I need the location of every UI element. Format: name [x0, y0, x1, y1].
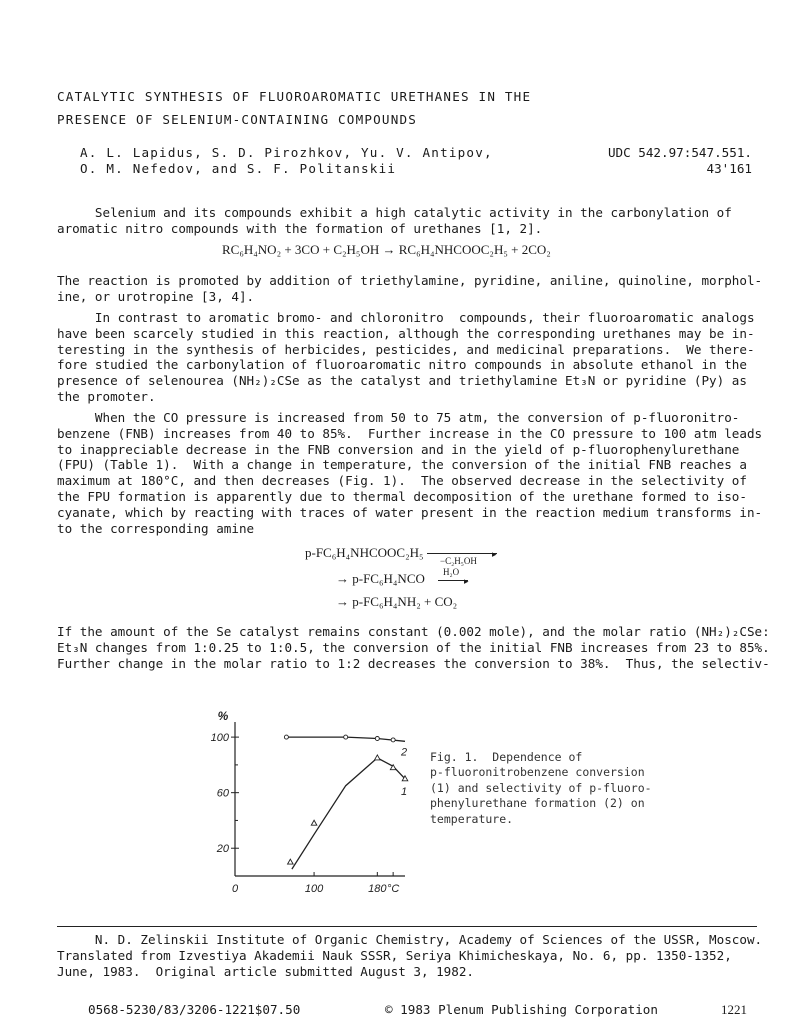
chart-markers: [284, 735, 407, 864]
paragraph-line: teresting in the synthesis of herbicides, pesticides, and medicinal preparations. We there-: [57, 341, 755, 357]
caption-line: Fig. 1. Dependence of: [430, 750, 583, 764]
paragraph-line: If the amount of the Se catalyst remains constant (0.002 mole), and the molar ratio (NH₂)₂CSe:: [57, 624, 770, 639]
series-1-point: [311, 820, 317, 825]
series-2-point: [391, 738, 395, 742]
scheme-arrow-1: [427, 553, 497, 554]
paragraph-line: aromatic nitro compounds with the formation of urethanes [1, 2].: [57, 220, 543, 236]
paragraph-line: to the corresponding amine: [57, 520, 255, 536]
series-1-point: [375, 755, 381, 760]
figure-1-caption: [430, 750, 652, 827]
footnote-rule: [57, 926, 757, 927]
series-1-point: [288, 859, 294, 864]
scheme-line-1: p-FC₆H₄NHCOOC₂H₅: [305, 545, 424, 560]
caption-line: (1) and selectivity of p-fluoro-: [430, 780, 652, 795]
reaction-equation: RC₆H₄NO₂ + 3CO + C₂H₅OH → RC₆H₄NHCOOC₂H₅ + 2CO₂: [222, 242, 551, 257]
paragraph-5: [57, 624, 770, 671]
caption-line: temperature.: [430, 811, 514, 826]
affiliation-footnote: [57, 932, 763, 979]
authors-line-2: O. M. Nefedov, and S. F. Politanskii: [80, 161, 397, 176]
paragraph-3: [57, 310, 757, 405]
series-1-line: [292, 758, 408, 869]
scheme-line-3: → p-FC₆H₄NH₂ + CO₂: [336, 594, 458, 609]
footnote-line: June, 1983. Original article submitted August 3, 1982.: [57, 963, 475, 979]
udc-code-line-1: UDC 542.97:547.551.: [607, 145, 752, 160]
paper-title-line-1: CATALYTIC SYNTHESIS OF FLUOROAROMATIC URETHANES IN THE: [57, 89, 532, 104]
footnote-line: Translated from Izvestiya Akademii Nauk SSSR, Seriya Khimicheskaya, No. 6, pp. 1350-1352,: [57, 947, 732, 963]
paragraph-1: [57, 205, 757, 237]
footnote-line: N. D. Zelinskii Institute of Organic Chemistry, Academy of Sciences of the USSR, Moscow.: [57, 932, 763, 947]
x-tick-label: 180: [368, 883, 387, 895]
paragraph-line: When the CO pressure is increased from 50 to 75 atm, the conversion of p-fluoronitro-: [57, 410, 740, 425]
y-tick-label: 20: [216, 843, 229, 856]
figure-1-chart: [180, 700, 410, 900]
x-tick-label: °C: [386, 883, 400, 895]
series-1-label: 1: [401, 785, 408, 798]
paragraph-line: In contrast to aromatic bromo- and chloronitro compounds, their fluoroaromatic analogs: [57, 310, 755, 325]
paragraph-line: have been scarcely studied in this reaction, although the corresponding urethanes may be in-: [57, 325, 755, 341]
chart-axes: [235, 722, 408, 876]
copyright-notice: © 1983 Plenum Publishing Corporation: [385, 1002, 658, 1017]
caption-line: phenylurethane formation (2) on: [430, 796, 645, 811]
chart-ticks: [231, 737, 393, 876]
page-number: 1221: [721, 1002, 747, 1017]
x-tick-label: 100: [304, 883, 324, 895]
scheme-arrowhead-2: ▸: [464, 576, 469, 586]
paragraph-line: presence of selenourea (NH₂)₂CSe as the catalyst and triethylamine Et₃N or pyridine (Py) as: [57, 373, 747, 389]
paragraph-line: Further change in the molar ratio to 1:2 decreases the conversion to 38%. Thus, the selectiv-: [57, 655, 770, 671]
y-tick-label: 60: [216, 787, 229, 800]
scheme-arrowhead-1: ▸: [492, 549, 497, 559]
x-tick-label: 0: [231, 883, 239, 895]
authors-line-1: A. L. Lapidus, S. D. Pirozhkov, Yu. V. Antipov,: [80, 145, 493, 160]
y-tick-label: 100: [210, 732, 229, 745]
paragraph-line: the promoter.: [57, 388, 156, 404]
series-2-point: [284, 735, 288, 739]
scheme-arrow-1-label: −C₂H₅OH: [440, 556, 477, 566]
article-code: 0568-5230/83/3206-1221$07.50: [88, 1002, 301, 1017]
paragraph-line: ine, or urotropine [3, 4].: [57, 288, 255, 304]
y-axis-unit-label: %: [217, 709, 229, 723]
paragraph-line: Selenium and its compounds exhibit a high catalytic activity in the carbonylation of: [57, 205, 732, 220]
series-2-point: [375, 737, 379, 741]
paragraph-line: The reaction is promoted by addition of triethylamine, pyridine, aniline, quinoline, morphol-: [57, 273, 763, 288]
paragraph-line: fore studied the carbonylation of fluoroaromatic nitro compounds in absolute ethanol in the: [57, 357, 747, 373]
paper-title-line-2: PRESENCE OF SELENIUM-CONTAINING COMPOUNDS: [57, 112, 418, 127]
paragraph-line: benzene (FNB) increases from 40 to 85%. Further increase in the CO pressure to 100 atm leads: [57, 425, 763, 441]
caption-line: p-fluoronitrobenzene conversion: [430, 765, 645, 780]
paragraph-line: Et₃N changes from 1:0.25 to 1:0.5, the conversion of the initial FNB increases from 23 to 85%.: [57, 639, 770, 655]
paragraph-4: [57, 410, 763, 536]
scheme-arrow-2-label: H₂O: [443, 567, 460, 577]
chart-curves: [286, 737, 408, 869]
paragraph-line: cyanate, which by reacting with traces of water present in the reaction medium transforms in-: [57, 504, 763, 520]
paragraph-line: (FPU) (Table 1). With a change in temperature, the conversion of the initial FNB reaches a: [57, 457, 747, 473]
series-2-label: 2: [401, 746, 408, 759]
scheme-line-2: → p-FC₆H₄NCO: [336, 571, 425, 586]
series-2-point: [344, 735, 348, 739]
udc-code-line-2: 43'161: [706, 161, 752, 176]
paragraph-line: maximum at 180°C, and then decreases (Fig. 1). The observed decrease in the selectivity of: [57, 473, 747, 489]
paragraph-2: [57, 273, 763, 305]
paragraph-line: to inappreciable decrease in the FNB conversion and in the yield of p-fluorophenylurethane: [57, 441, 740, 457]
paragraph-line: the FPU formation is apparently due to thermal decomposition of the urethane formed to iso-: [57, 488, 747, 504]
